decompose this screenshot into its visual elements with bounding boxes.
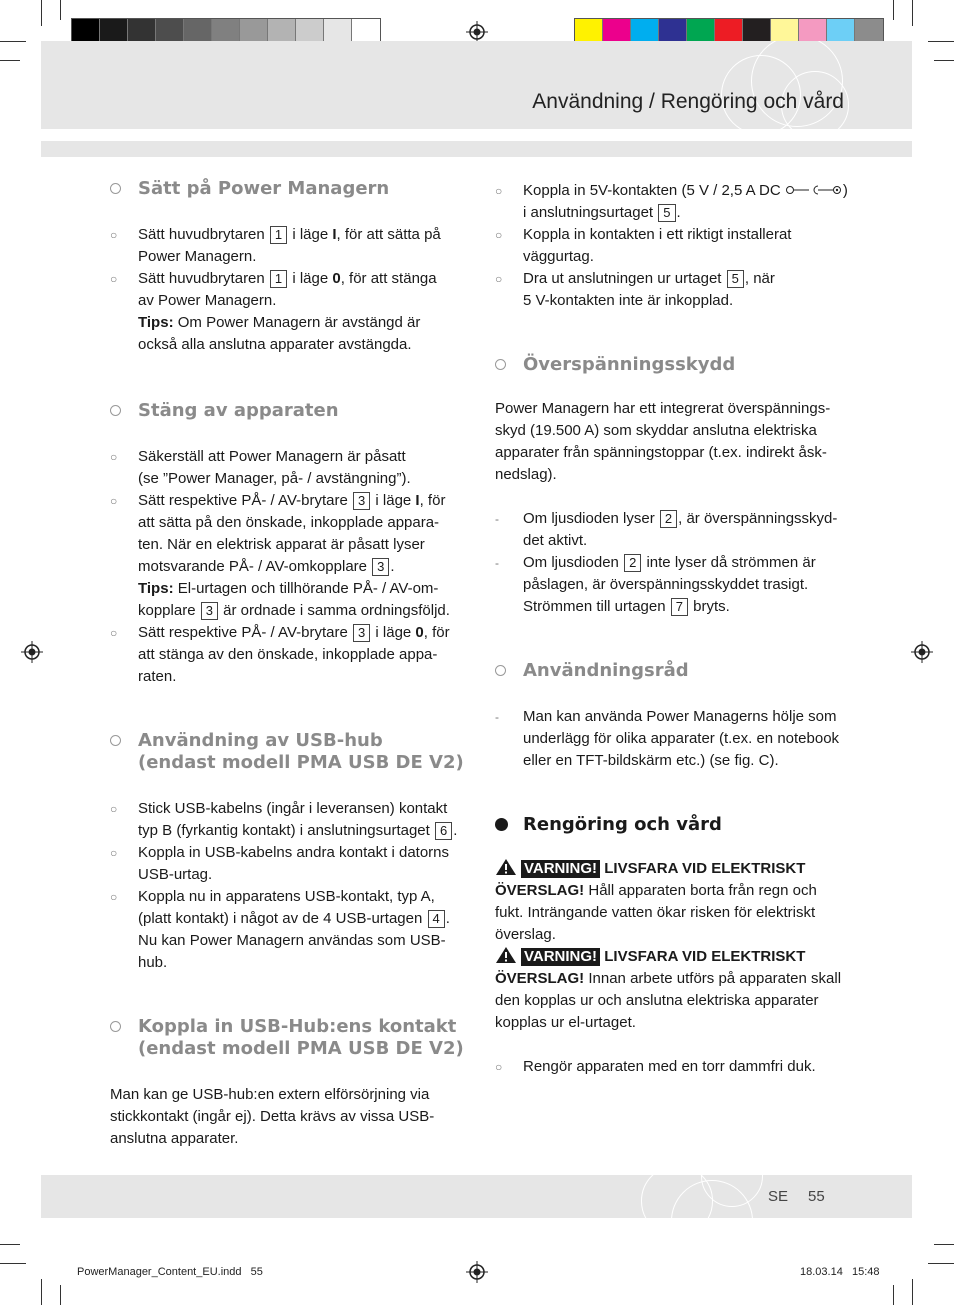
- page-number: 55: [808, 1188, 825, 1205]
- paragraph: Man kan ge USB-hub:en extern elförsörjning via stickkontakt (ingår ej). Detta krävs av vissa USB- anslutna apparater.: [110, 1086, 435, 1147]
- dc-polarity-icon: [785, 184, 843, 196]
- section-heading: Sätt på Power Managern: [110, 178, 470, 200]
- left-column: [110, 178, 470, 1150]
- registration-mark-icon: [466, 21, 488, 43]
- crop-mark: [0, 1263, 26, 1264]
- crop-mark: [934, 1244, 954, 1245]
- crop-mark: [928, 41, 954, 42]
- section-heading: Koppla in USB-Hub:ens kontakt (endast modell PMA USB DE V2): [110, 1016, 470, 1060]
- section-heading: Användningsråd: [495, 660, 855, 682]
- list-item: - Om ljusdioden lyser 2 , är överspänningsskyd- det aktivt.: [495, 510, 838, 549]
- right-column: [495, 180, 855, 1078]
- crop-mark: [934, 60, 954, 61]
- registration-mark-icon: [911, 641, 933, 663]
- crop-mark: [0, 1244, 20, 1245]
- warning-triangle-icon: [495, 858, 517, 876]
- list-item: ○ Stick USB-kabelns (ingår i leveransen) kontakt typ B (fyrkantig kontakt) i anslutningsurtaget 6 .: [110, 800, 458, 839]
- list-item: ○ Koppla in 5V-kontakten (5 V / 2,5 A DC ) i anslutningsurtaget 5 .: [495, 182, 848, 221]
- warning-label: VARNING!: [521, 860, 600, 878]
- list-item: ○ Säkerställ att Power Managern är påsatt (se ”Power Manager, på- / avstängning”).: [110, 448, 411, 487]
- section-heading: Användning av USB-hub (endast modell PMA USB DE V2): [110, 730, 470, 774]
- crop-mark: [41, 1279, 42, 1305]
- list-item: - Man kan använda Power Managerns hölje som underlägg för olika apparater (t.ex. en notebook eller en TFT-bildskärm etc.) (se fig. C).: [495, 708, 840, 769]
- list-item: ○ Sätt respektive PÅ- / AV-brytare 3 i läge 0, för att stänga av den önskade, inkopplade appa- raten.: [110, 624, 450, 685]
- crop-mark: [912, 1279, 913, 1305]
- crop-mark: [0, 60, 20, 61]
- crop-mark: [41, 0, 42, 26]
- list-item: ○ Rengör apparaten med en torr dammfri duk.: [495, 1058, 816, 1075]
- warning-label: VARNING!: [521, 948, 600, 966]
- crop-mark: [60, 1285, 61, 1305]
- section-heading: Rengöring och vård: [495, 814, 855, 836]
- list-item: ○ Dra ut anslutningen ur urtaget 5 , när 5 V-kontakten inte är inkopplad.: [495, 270, 775, 309]
- list-item: ○ Sätt respektive PÅ- / AV-brytare 3 i läge I, för att sätta på den önskade, inkopplade appara- ten. När en elektrisk apparat är påsatt lyser motsvarande PÅ- / AV-omkopplare 3 . Tips: El-urtagen och tillhörande PÅ- / AV-om- kopplare 3 är ordnade i samma ordningsföljd.: [110, 492, 450, 619]
- section-heading: Stäng av apparaten: [110, 400, 470, 422]
- warning-triangle-icon: [495, 946, 517, 964]
- crop-mark: [60, 0, 61, 20]
- crop-mark: [893, 1285, 894, 1305]
- list-item: ○ Sätt huvudbrytaren 1 i läge I, för att sätta på Power Managern.: [110, 226, 441, 265]
- header-band: [41, 41, 912, 129]
- list-item: ○ Koppla nu in apparatens USB-kontakt, typ A, (platt kontakt) i något av de 4 USB-urtagen 4 . Nu kan Power Managern användas som USB- hub.: [110, 888, 450, 971]
- list-item: - Om ljusdioden 2 inte lyser då strömmen är påslagen, är överspänningsskyddet trasigt. Strömmen till urtagen 7 bryts.: [495, 554, 816, 615]
- crop-mark: [893, 0, 894, 20]
- header-rule: [41, 141, 912, 157]
- crop-mark: [0, 41, 26, 42]
- list-item: ○ Koppla in USB-kabelns andra kontakt i datorns USB-urtag.: [110, 844, 450, 883]
- print-date: 18.03.14 15:48: [800, 1266, 880, 1278]
- crop-mark: [928, 1263, 954, 1264]
- paragraph: Power Managern har ett integrerat överspännings- skyd (19.500 A) som skyddar anslutna elektriska apparater från spänningstoppar (t.ex. indirekt åsk- nedslag).: [495, 400, 831, 483]
- warning-block: VARNING! LIVSFARA VID ELEKTRISKT ÖVERSLAG! Innan arbete utförs på apparaten skall den kopplas ur och anslutna elektriska apparater kopplas ur el-urtaget.: [495, 948, 842, 1031]
- file-info: PowerManager_Content_EU.indd 55: [77, 1266, 263, 1278]
- list-item: ○ Sätt huvudbrytaren 1 i läge 0, för att stänga av Power Managern. Tips: Om Power Managern är avstängd är också alla anslutna apparater avstängda.: [110, 270, 437, 353]
- crop-mark: [912, 0, 913, 26]
- registration-mark-icon: [466, 1261, 488, 1283]
- language-code: SE: [768, 1188, 789, 1205]
- list-item: ○ Koppla in kontakten i ett riktigt installerat väggurtag.: [495, 226, 792, 265]
- warning-block: VARNING! LIVSFARA VID ELEKTRISKT ÖVERSLAG! Håll apparaten borta från regn och fukt. Inträngande vatten ökar risken för elektriskt överslag.: [495, 860, 817, 943]
- section-heading: Överspänningsskydd: [495, 354, 855, 376]
- registration-mark-icon: [21, 641, 43, 663]
- page-title: Användning / Rengöring och vård: [532, 90, 844, 113]
